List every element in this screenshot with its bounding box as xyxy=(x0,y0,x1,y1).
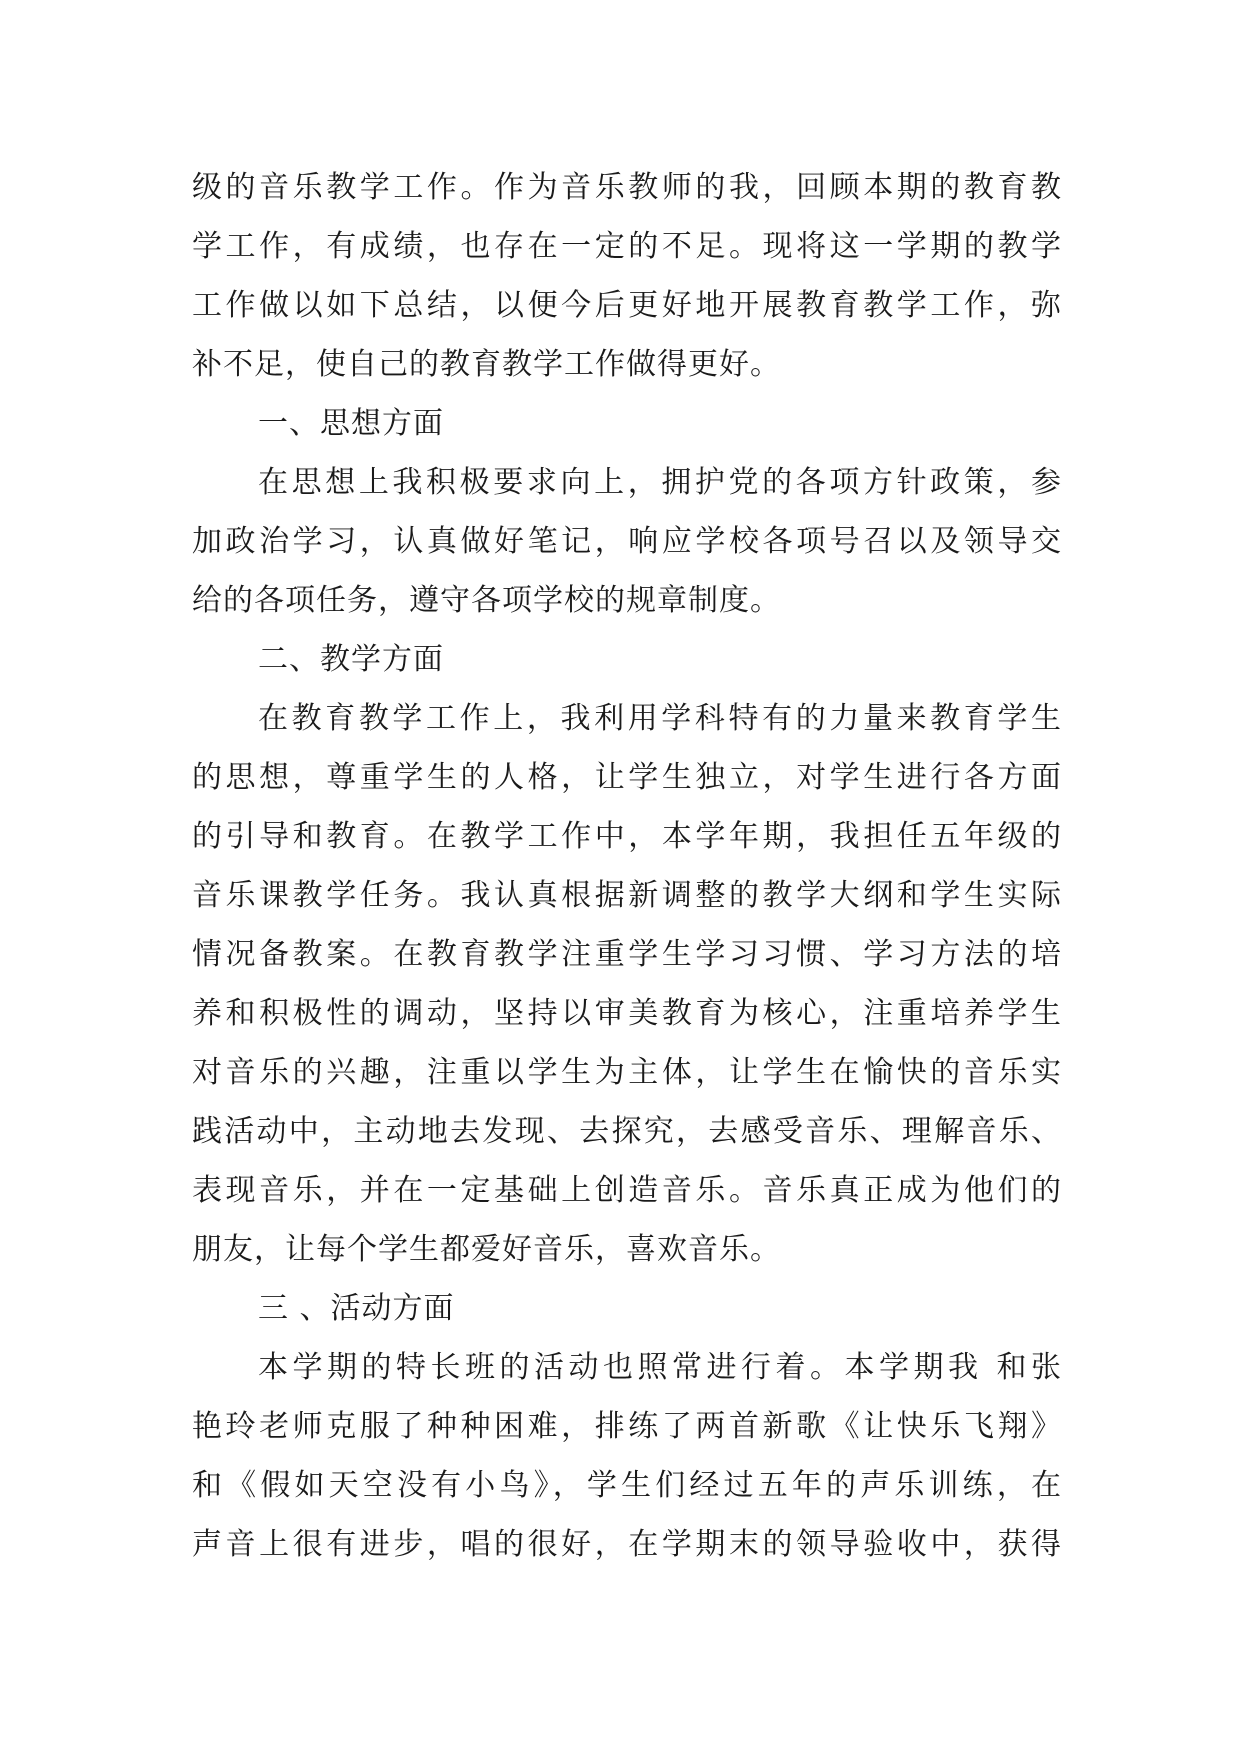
paragraph-line: 对音乐的兴趣，注重以学生为主体，让学生在愉快的音乐实 xyxy=(192,1055,1062,1090)
paragraph-line: 情况备教案。在教育教学注重学生学习习惯、学习方法的培 xyxy=(192,937,1062,972)
paragraph-line: 补不足，使自己的教育教学工作做得更好。 xyxy=(192,347,781,382)
paragraph-line: 艳玲老师克服了种种困难，排练了两首新歌《让快乐飞翔》 xyxy=(192,1409,1062,1444)
section-heading-activities: 三 、活动方面 xyxy=(258,1291,455,1326)
paragraph-line: 本学期的特长班的活动也照常进行着。本学期我 和张 xyxy=(258,1350,1062,1385)
paragraph-line: 践活动中，主动地去发现、去探究，去感受音乐、理解音乐、 xyxy=(192,1114,1062,1149)
paragraph-line: 学工作，有成绩，也存在一定的不足。现将这一学期的教学 xyxy=(192,229,1062,264)
paragraph-line: 工作做以如下总结，以便今后更好地开展教育教学工作，弥 xyxy=(192,288,1062,323)
section-heading-teaching: 二、教学方面 xyxy=(258,642,444,677)
paragraph-line: 加政治学习，认真做好笔记，响应学校各项号召以及领导交 xyxy=(192,524,1062,559)
paragraph-line: 级的音乐教学工作。作为音乐教师的我，回顾本期的教育教 xyxy=(192,170,1062,205)
paragraph-line: 音乐课教学任务。我认真根据新调整的教学大纲和学生实际 xyxy=(192,878,1062,913)
paragraph-line: 在教育教学工作上，我利用学科特有的力量来教育学生 xyxy=(258,701,1062,736)
paragraph-line: 朋友，让每个学生都爱好音乐，喜欢音乐。 xyxy=(192,1232,781,1267)
paragraph-line: 和《假如天空没有小鸟》，学生们经过五年的声乐训练，在 xyxy=(192,1468,1062,1503)
paragraph-line: 在思想上我积极要求向上，拥护党的各项方针政策，参 xyxy=(258,465,1062,500)
paragraph-line: 的引导和教育。在教学工作中，本学年期，我担任五年级的 xyxy=(192,819,1062,854)
paragraph-line: 给的各项任务，遵守各项学校的规章制度。 xyxy=(192,583,781,618)
paragraph-line: 养和积极性的调动，坚持以审美教育为核心，注重培养学生 xyxy=(192,996,1062,1031)
paragraph-line: 声音上很有进步，唱的很好，在学期末的领导验收中，获得 xyxy=(192,1527,1062,1562)
section-heading-thought: 一、思想方面 xyxy=(258,406,444,441)
document-body xyxy=(192,158,1062,1574)
paragraph-line: 的思想，尊重学生的人格，让学生独立，对学生进行各方面 xyxy=(192,760,1062,795)
paragraph-line: 表现音乐，并在一定基础上创造音乐。音乐真正成为他们的 xyxy=(192,1173,1062,1208)
